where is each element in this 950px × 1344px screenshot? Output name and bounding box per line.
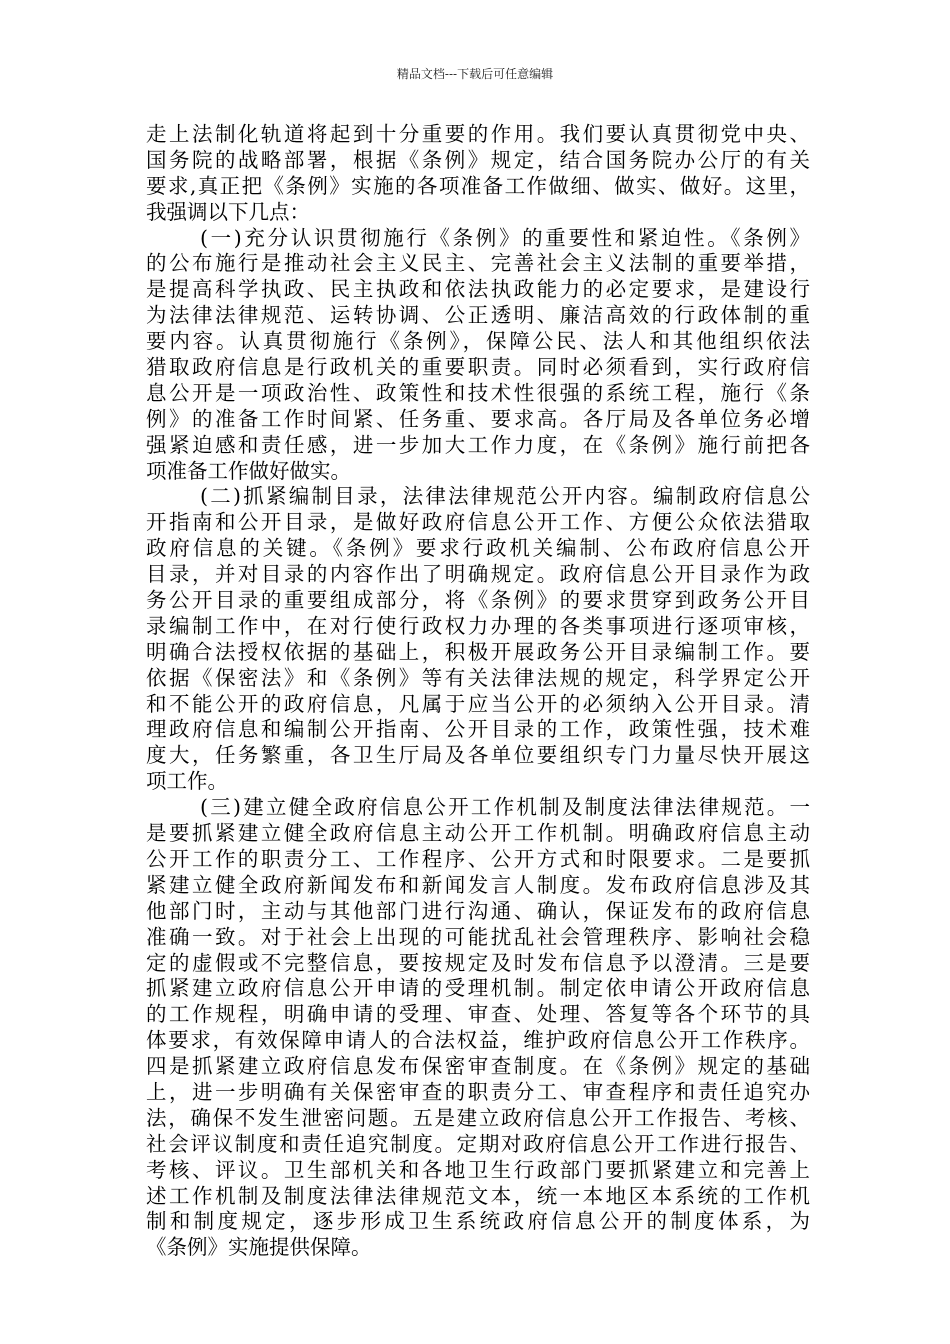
text-line: 度大，任务繁重，各卫生厅局及各单位要组织专门力量尽快开展这 bbox=[146, 743, 810, 768]
text-line: 政府信息的关键。《条例》要求行政机关编制、公布政府信息公开 bbox=[146, 536, 810, 561]
text-line: 四是抓紧建立政府信息发布保密审查制度。在《条例》规定的基础 bbox=[146, 1054, 810, 1079]
text-line: 明确合法授权依据的基础上，积极开展政务公开目录编制工作。要 bbox=[146, 639, 810, 664]
text-line: 走上法制化轨道将起到十分重要的作用。我们要认真贯彻党中央、 bbox=[146, 122, 810, 146]
text-line: 要求,真正把《条例》实施的各项准备工作做细、做实、做好。这里， bbox=[146, 173, 810, 198]
text-line: 我强调以下几点： bbox=[146, 199, 310, 224]
text-line: 紧建立健全政府新闻发布和新闻发言人制度。发布政府信息涉及其 bbox=[146, 872, 810, 897]
text-line: 依据《保密法》和《条例》等有关法律法规的规定，科学界定公开 bbox=[146, 665, 810, 690]
text-line: 开指南和公开目录，是做好政府信息公开工作、方便公众依法猎取 bbox=[146, 510, 810, 535]
text-line: 《条例》实施提供保障。 bbox=[146, 1235, 372, 1260]
text-line: 和不能公开的政府信息，凡属于应当公开的必须纳入公开目录。清 bbox=[146, 691, 810, 716]
text-line: 务公开目录的重要组成部分，将《条例》的要求贯穿到政务公开目 bbox=[146, 588, 810, 613]
text-line: 例》的准备工作时间紧、任务重、要求高。各厅局及各单位务必增 bbox=[146, 406, 810, 431]
text-line: 上，进一步明确有关保密审查的职责分工、审查程序和责任追究办 bbox=[146, 1079, 810, 1104]
text-line: 制和制度规定，逐步形成卫生系统政府信息公开的制度体系，为 bbox=[146, 1209, 810, 1234]
text-line: 项准备工作做好做实。 bbox=[146, 458, 351, 483]
text-line: 抓紧建立政府信息公开申请的受理机制。制定依申请公开政府信息 bbox=[146, 976, 810, 1001]
text-line: 录编制工作中，在对行使行政权力办理的各类事项进行逐项审核， bbox=[146, 613, 810, 638]
text-line: 公开工作的职责分工、工作程序、公开方式和时限要求。二是要抓 bbox=[146, 846, 810, 871]
text-line: 考核、评议。卫生部机关和各地卫生行政部门要抓紧建立和完善上 bbox=[146, 1157, 810, 1182]
text-line: 的公布施行是推动社会主义民主、完善社会主义法制的重要举措， bbox=[146, 251, 810, 276]
text-line: 述工作机制及制度法律法律规范文本，统一本地区本系统的工作机 bbox=[146, 1183, 810, 1208]
document-body bbox=[146, 122, 810, 1261]
text-line: 定的虚假或不完整信息，要按规定及时发布信息予以澄清。三是要 bbox=[146, 950, 810, 975]
page-header: 精品文档---下载后可任意编辑 bbox=[396, 67, 554, 81]
text-line: 体要求，有效保障申请人的合法权益，维护政府信息公开工作秩序。 bbox=[146, 1028, 810, 1053]
text-line: 的工作规程，明确申请的受理、审查、处理、答复等各个环节的具 bbox=[146, 1002, 810, 1027]
text-line: 准确一致。对于社会上出现的可能扰乱社会管理秩序、影响社会稳 bbox=[146, 924, 810, 949]
text-line: 要内容。认真贯彻施行《条例》，保障公民、法人和其他组织依法 bbox=[146, 329, 810, 354]
text-line: 强紧迫感和责任感，进一步加大工作力度，在《条例》施行前把各 bbox=[146, 432, 810, 457]
paragraph-first-line: (二)抓紧编制目录，法律法律规范公开内容。编制政府信息公 bbox=[200, 484, 810, 509]
text-line: 他部门时，主动与其他部门进行沟通、确认，保证发布的政府信息 bbox=[146, 898, 810, 923]
text-line: 猎取政府信息是行政机关的重要职责。同时必须看到，实行政府信 bbox=[146, 355, 810, 380]
text-line: 社会评议制度和责任追究制度。定期对政府信息公开工作进行报告、 bbox=[146, 1131, 810, 1156]
text-line: 息公开是一项政治性、政策性和技术性很强的系统工程，施行《条 bbox=[146, 380, 810, 405]
text-line: 理政府信息和编制公开指南、公开目录的工作，政策性强，技术难 bbox=[146, 717, 810, 742]
text-line: 项工作。 bbox=[146, 769, 228, 794]
text-line: 是提高科学执政、民主执政和依法执政能力的必定要求，是建设行 bbox=[146, 277, 810, 302]
text-line: 为法律法律规范、运转协调、公正透明、廉洁高效的行政体制的重 bbox=[146, 303, 810, 328]
text-line: 国务院的战略部署，根据《条例》规定，结合国务院办公厅的有关 bbox=[146, 147, 810, 172]
text-line: 法，确保不发生泄密问题。五是建立政府信息公开工作报告、考核、 bbox=[146, 1105, 810, 1130]
text-line: 是要抓紧建立健全政府信息主动公开工作机制。明确政府信息主动 bbox=[146, 821, 810, 846]
paragraph-first-line: (三)建立健全政府信息公开工作机制及制度法律法律规范。一 bbox=[200, 795, 810, 820]
paragraph-first-line: (一)充分认识贯彻施行《条例》的重要性和紧迫性。《条例》 bbox=[200, 225, 810, 250]
text-line: 目录，并对目录的内容作出了明确规定。政府信息公开目录作为政 bbox=[146, 562, 810, 587]
